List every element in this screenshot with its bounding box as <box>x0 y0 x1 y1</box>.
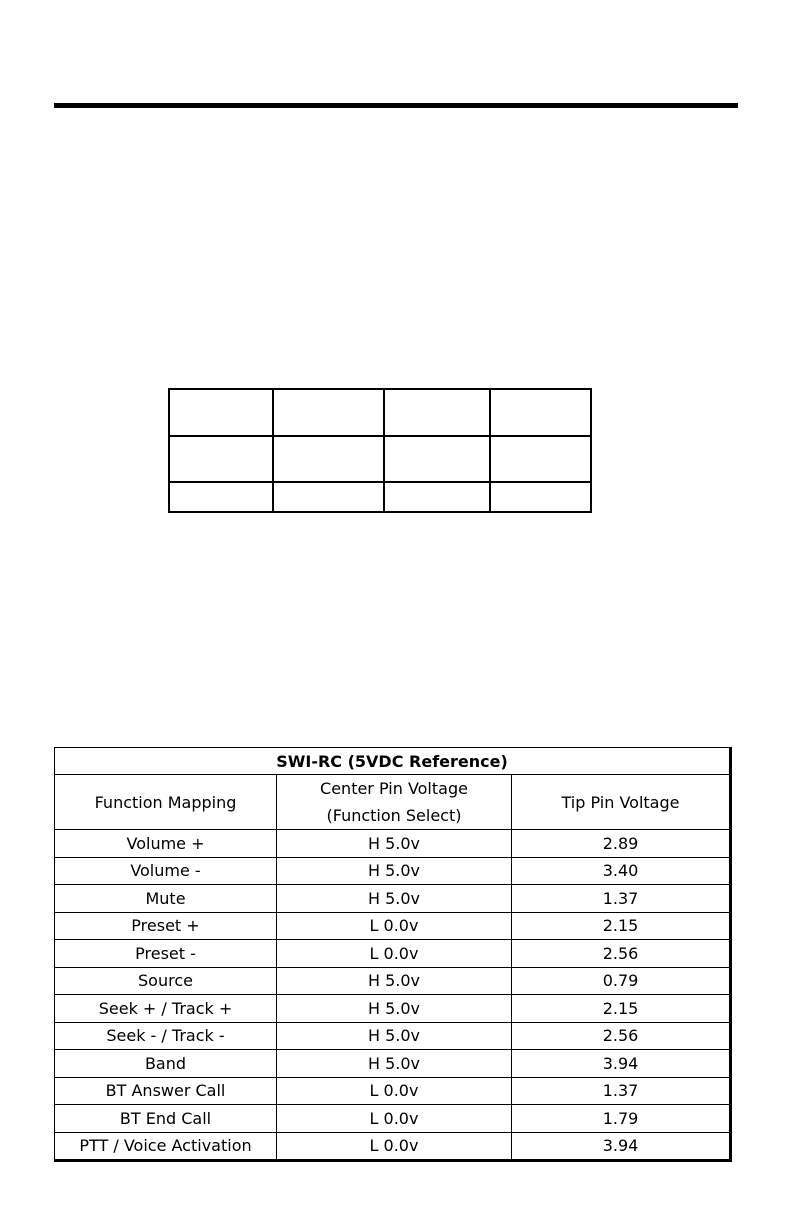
function-cell: Volume + <box>55 830 277 858</box>
empty-table-row <box>169 389 591 436</box>
empty-cell <box>273 482 384 512</box>
center-voltage-cell: L 0.0v <box>277 1105 512 1133</box>
tip-voltage-cell: 2.15 <box>512 995 731 1023</box>
tip-voltage-cell: 2.56 <box>512 1022 731 1050</box>
function-cell: Band <box>55 1050 277 1078</box>
header-tip-pin-voltage: Tip Pin Voltage <box>512 775 731 830</box>
table-row <box>55 885 731 913</box>
table-row <box>55 857 731 885</box>
center-voltage-cell: H 5.0v <box>277 995 512 1023</box>
table-row <box>55 1132 731 1161</box>
swi-rc-function-table <box>54 747 732 1162</box>
center-voltage-cell: H 5.0v <box>277 967 512 995</box>
center-voltage-cell: L 0.0v <box>277 1077 512 1105</box>
header-center-line1: Center Pin Voltage <box>320 779 468 798</box>
function-cell: Seek + / Track + <box>55 995 277 1023</box>
table-body <box>55 830 731 1161</box>
header-center-line2: (Function Select) <box>326 806 462 825</box>
function-cell: Preset - <box>55 940 277 968</box>
center-voltage-cell: H 5.0v <box>277 1050 512 1078</box>
table-row <box>55 940 731 968</box>
table-row <box>55 1022 731 1050</box>
empty-grid-table <box>168 388 592 513</box>
tip-voltage-cell: 3.40 <box>512 857 731 885</box>
empty-cell <box>169 436 273 482</box>
table-title: SWI-RC (5VDC Reference) <box>55 748 731 775</box>
center-voltage-cell: H 5.0v <box>277 830 512 858</box>
tip-voltage-cell: 2.56 <box>512 940 731 968</box>
table-title-row <box>55 748 731 775</box>
table-row <box>55 1105 731 1133</box>
header-function-mapping: Function Mapping <box>55 775 277 830</box>
tip-voltage-cell: 2.15 <box>512 912 731 940</box>
tip-voltage-cell: 2.89 <box>512 830 731 858</box>
empty-cell <box>169 389 273 436</box>
table-row <box>55 912 731 940</box>
center-voltage-cell: H 5.0v <box>277 857 512 885</box>
empty-cell <box>490 436 591 482</box>
center-voltage-cell: L 0.0v <box>277 1132 512 1161</box>
center-voltage-cell: L 0.0v <box>277 912 512 940</box>
empty-table-row <box>169 436 591 482</box>
function-cell: PTT / Voice Activation <box>55 1132 277 1161</box>
table-row <box>55 995 731 1023</box>
tip-voltage-cell: 1.37 <box>512 885 731 913</box>
table-row <box>55 1077 731 1105</box>
center-voltage-cell: L 0.0v <box>277 940 512 968</box>
empty-cell <box>490 389 591 436</box>
function-cell: Seek - / Track - <box>55 1022 277 1050</box>
empty-cell <box>384 389 490 436</box>
function-cell: Volume - <box>55 857 277 885</box>
function-cell: Source <box>55 967 277 995</box>
function-cell: BT End Call <box>55 1105 277 1133</box>
header-center-pin-voltage <box>277 775 512 830</box>
table-row <box>55 830 731 858</box>
empty-cell <box>384 436 490 482</box>
empty-cell <box>384 482 490 512</box>
center-voltage-cell: H 5.0v <box>277 1022 512 1050</box>
tip-voltage-cell: 1.37 <box>512 1077 731 1105</box>
empty-cell <box>490 482 591 512</box>
function-cell: Mute <box>55 885 277 913</box>
empty-table-row <box>169 482 591 512</box>
table-header-row <box>55 775 731 830</box>
empty-cell <box>169 482 273 512</box>
table-row <box>55 967 731 995</box>
empty-cell <box>273 389 384 436</box>
function-cell: Preset + <box>55 912 277 940</box>
tip-voltage-cell: 3.94 <box>512 1050 731 1078</box>
empty-cell <box>273 436 384 482</box>
tip-voltage-cell: 1.79 <box>512 1105 731 1133</box>
center-voltage-cell: H 5.0v <box>277 885 512 913</box>
function-cell: BT Answer Call <box>55 1077 277 1105</box>
tip-voltage-cell: 0.79 <box>512 967 731 995</box>
top-horizontal-rule <box>54 103 738 108</box>
table-row <box>55 1050 731 1078</box>
tip-voltage-cell: 3.94 <box>512 1132 731 1161</box>
